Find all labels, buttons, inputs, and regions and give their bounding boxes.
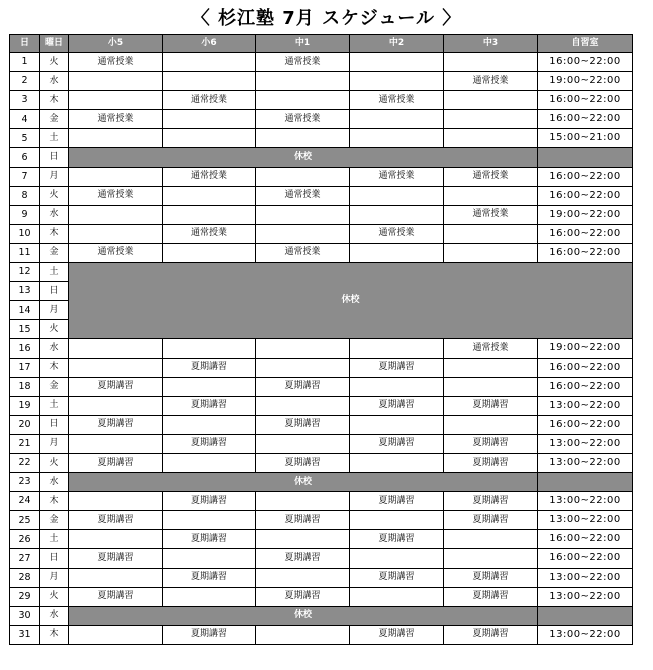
class-cell <box>444 224 538 243</box>
class-cell <box>69 492 163 511</box>
class-cell: 夏期講習 <box>350 358 444 377</box>
study-room-time: 16:00~22:00 <box>538 530 633 549</box>
day-cell: 17 <box>10 358 40 377</box>
class-cell <box>69 205 163 224</box>
class-cell <box>69 396 163 415</box>
class-cell: 通常授業 <box>69 53 163 72</box>
class-cell <box>69 434 163 453</box>
study-room-time: 13:00~22:00 <box>538 568 633 587</box>
class-cell <box>163 549 256 568</box>
class-cell <box>163 339 256 358</box>
weekday-cell: 木 <box>40 492 69 511</box>
closed-cell: 休校 <box>69 606 538 625</box>
day-cell: 13 <box>10 282 40 301</box>
class-cell: 夏期講習 <box>444 625 538 644</box>
day-cell: 26 <box>10 530 40 549</box>
class-cell <box>350 511 444 530</box>
class-cell <box>444 91 538 110</box>
class-cell <box>69 224 163 243</box>
closed-study-room-cell <box>538 606 633 625</box>
class-cell: 夏期講習 <box>163 396 256 415</box>
class-cell <box>163 587 256 606</box>
study-room-time: 16:00~22:00 <box>538 358 633 377</box>
weekday-cell: 水 <box>40 473 69 492</box>
column-header: 日 <box>10 35 40 53</box>
class-cell <box>350 53 444 72</box>
class-cell <box>163 186 256 205</box>
table-row <box>10 110 633 129</box>
class-cell: 夏期講習 <box>69 587 163 606</box>
column-header: 小6 <box>163 35 256 53</box>
day-cell: 6 <box>10 148 40 167</box>
weekday-cell: 金 <box>40 110 69 129</box>
table-row <box>10 243 633 262</box>
table-row <box>10 568 633 587</box>
class-cell <box>444 415 538 434</box>
class-cell: 夏期講習 <box>350 434 444 453</box>
class-cell: 夏期講習 <box>256 415 350 434</box>
class-cell: 通常授業 <box>350 167 444 186</box>
weekday-cell: 月 <box>40 434 69 453</box>
day-cell: 22 <box>10 453 40 472</box>
table-row <box>10 148 633 167</box>
class-cell <box>444 358 538 377</box>
class-cell: 夏期講習 <box>256 511 350 530</box>
day-cell: 10 <box>10 224 40 243</box>
table-row <box>10 186 633 205</box>
table-row <box>10 530 633 549</box>
column-header: 中3 <box>444 35 538 53</box>
class-cell: 夏期講習 <box>444 434 538 453</box>
class-cell: 夏期講習 <box>350 568 444 587</box>
class-cell <box>256 358 350 377</box>
day-cell: 31 <box>10 625 40 644</box>
day-cell: 21 <box>10 434 40 453</box>
class-cell <box>163 205 256 224</box>
class-cell: 夏期講習 <box>444 587 538 606</box>
class-cell <box>444 129 538 148</box>
table-row <box>10 473 633 492</box>
study-room-time: 16:00~22:00 <box>538 415 633 434</box>
class-cell: 通常授業 <box>256 110 350 129</box>
table-row <box>10 129 633 148</box>
study-room-time: 16:00~22:00 <box>538 91 633 110</box>
day-cell: 9 <box>10 205 40 224</box>
class-cell <box>256 396 350 415</box>
class-cell <box>163 129 256 148</box>
closed-study-room-cell <box>538 473 633 492</box>
class-cell <box>350 377 444 396</box>
weekday-cell: 金 <box>40 243 69 262</box>
day-cell: 7 <box>10 167 40 186</box>
study-room-time: 15:00~21:00 <box>538 129 633 148</box>
class-cell: 夏期講習 <box>444 568 538 587</box>
class-cell <box>163 415 256 434</box>
class-cell <box>444 549 538 568</box>
class-cell <box>163 377 256 396</box>
weekday-cell: 金 <box>40 377 69 396</box>
class-cell: 夏期講習 <box>256 453 350 472</box>
weekday-cell: 木 <box>40 358 69 377</box>
day-cell: 20 <box>10 415 40 434</box>
class-cell <box>350 587 444 606</box>
table-row <box>10 205 633 224</box>
table-row <box>10 53 633 72</box>
column-header: 曜日 <box>40 35 69 53</box>
class-cell <box>69 72 163 91</box>
weekday-cell: 月 <box>40 568 69 587</box>
class-cell <box>256 625 350 644</box>
weekday-cell: 木 <box>40 224 69 243</box>
table-row <box>10 492 633 511</box>
class-cell <box>69 358 163 377</box>
day-cell: 5 <box>10 129 40 148</box>
class-cell <box>163 53 256 72</box>
class-cell: 夏期講習 <box>444 511 538 530</box>
class-cell: 夏期講習 <box>444 492 538 511</box>
table-row <box>10 587 633 606</box>
class-cell: 夏期講習 <box>163 568 256 587</box>
class-cell: 夏期講習 <box>163 492 256 511</box>
class-cell <box>256 91 350 110</box>
day-cell: 24 <box>10 492 40 511</box>
study-room-time: 19:00~22:00 <box>538 339 633 358</box>
study-room-time: 13:00~22:00 <box>538 492 633 511</box>
study-room-time: 13:00~22:00 <box>538 587 633 606</box>
class-cell: 通常授業 <box>444 205 538 224</box>
weekday-cell: 金 <box>40 511 69 530</box>
class-cell <box>350 243 444 262</box>
weekday-cell: 水 <box>40 72 69 91</box>
class-cell <box>69 530 163 549</box>
day-cell: 18 <box>10 377 40 396</box>
study-room-time: 19:00~22:00 <box>538 72 633 91</box>
class-cell <box>444 530 538 549</box>
header-row <box>10 35 633 53</box>
day-cell: 4 <box>10 110 40 129</box>
class-cell: 通常授業 <box>69 186 163 205</box>
class-cell: 通常授業 <box>444 167 538 186</box>
table-row <box>10 377 633 396</box>
column-header: 中1 <box>256 35 350 53</box>
class-cell <box>256 568 350 587</box>
class-cell: 夏期講習 <box>69 453 163 472</box>
day-cell: 27 <box>10 549 40 568</box>
day-cell: 3 <box>10 91 40 110</box>
class-cell: 通常授業 <box>444 72 538 91</box>
day-cell: 14 <box>10 301 40 320</box>
class-cell <box>350 205 444 224</box>
table-row <box>10 339 633 358</box>
schedule-table <box>9 34 633 645</box>
class-cell: 通常授業 <box>163 167 256 186</box>
weekday-cell: 土 <box>40 129 69 148</box>
class-cell <box>444 53 538 72</box>
class-cell <box>350 129 444 148</box>
weekday-cell: 日 <box>40 415 69 434</box>
class-cell <box>350 549 444 568</box>
class-cell: 夏期講習 <box>163 625 256 644</box>
table-row <box>10 72 633 91</box>
closed-block-cell: 休校 <box>69 263 633 339</box>
class-cell <box>69 339 163 358</box>
class-cell: 通常授業 <box>163 224 256 243</box>
table-row <box>10 453 633 472</box>
table-row <box>10 358 633 377</box>
class-cell <box>256 205 350 224</box>
class-cell: 夏期講習 <box>350 396 444 415</box>
class-cell <box>444 243 538 262</box>
weekday-cell: 水 <box>40 606 69 625</box>
class-cell <box>444 186 538 205</box>
class-cell: 夏期講習 <box>69 415 163 434</box>
table-row <box>10 224 633 243</box>
class-cell <box>256 434 350 453</box>
day-cell: 8 <box>10 186 40 205</box>
class-cell <box>256 129 350 148</box>
closed-cell: 休校 <box>69 473 538 492</box>
table-row <box>10 511 633 530</box>
weekday-cell: 日 <box>40 549 69 568</box>
class-cell: 通常授業 <box>350 224 444 243</box>
column-header: 中2 <box>350 35 444 53</box>
page-title: 〈 杉江塾 7月 スケジュール 〉 <box>191 8 462 29</box>
class-cell: 夏期講習 <box>256 587 350 606</box>
class-cell <box>256 492 350 511</box>
day-cell: 11 <box>10 243 40 262</box>
weekday-cell: 火 <box>40 587 69 606</box>
class-cell: 通常授業 <box>350 91 444 110</box>
class-cell: 夏期講習 <box>69 549 163 568</box>
class-cell <box>350 186 444 205</box>
study-room-time: 19:00~22:00 <box>538 205 633 224</box>
class-cell: 通常授業 <box>256 53 350 72</box>
class-cell: 夏期講習 <box>163 358 256 377</box>
closed-cell: 休校 <box>69 148 538 167</box>
class-cell: 通常授業 <box>69 243 163 262</box>
weekday-cell: 水 <box>40 339 69 358</box>
day-cell: 23 <box>10 473 40 492</box>
class-cell <box>256 530 350 549</box>
class-cell <box>163 243 256 262</box>
weekday-cell: 木 <box>40 91 69 110</box>
weekday-cell: 水 <box>40 205 69 224</box>
weekday-cell: 土 <box>40 396 69 415</box>
class-cell <box>350 110 444 129</box>
weekday-cell: 土 <box>40 530 69 549</box>
class-cell <box>350 72 444 91</box>
class-cell: 夏期講習 <box>256 377 350 396</box>
table-row <box>10 625 633 644</box>
study-room-time: 16:00~22:00 <box>538 377 633 396</box>
day-cell: 12 <box>10 263 40 282</box>
class-cell: 通常授業 <box>69 110 163 129</box>
class-cell <box>163 72 256 91</box>
day-cell: 25 <box>10 511 40 530</box>
day-cell: 19 <box>10 396 40 415</box>
class-cell <box>444 377 538 396</box>
day-cell: 16 <box>10 339 40 358</box>
weekday-cell: 火 <box>40 453 69 472</box>
day-cell: 29 <box>10 587 40 606</box>
class-cell <box>350 415 444 434</box>
class-cell: 夏期講習 <box>350 492 444 511</box>
weekday-cell: 火 <box>40 320 69 339</box>
study-room-time: 13:00~22:00 <box>538 396 633 415</box>
weekday-cell: 月 <box>40 301 69 320</box>
class-cell: 夏期講習 <box>163 434 256 453</box>
weekday-cell: 日 <box>40 148 69 167</box>
table-row <box>10 549 633 568</box>
class-cell <box>69 129 163 148</box>
class-cell <box>163 511 256 530</box>
weekday-cell: 火 <box>40 186 69 205</box>
table-row <box>10 606 633 625</box>
closed-study-room-cell <box>538 148 633 167</box>
class-cell: 夏期講習 <box>444 453 538 472</box>
class-cell: 夏期講習 <box>69 377 163 396</box>
class-cell <box>256 339 350 358</box>
class-cell: 通常授業 <box>256 243 350 262</box>
class-cell <box>69 167 163 186</box>
class-cell: 夏期講習 <box>256 549 350 568</box>
class-cell <box>69 568 163 587</box>
class-cell <box>69 91 163 110</box>
class-cell <box>444 110 538 129</box>
table-row <box>10 434 633 453</box>
class-cell <box>256 167 350 186</box>
day-cell: 2 <box>10 72 40 91</box>
study-room-time: 16:00~22:00 <box>538 243 633 262</box>
class-cell: 通常授業 <box>256 186 350 205</box>
weekday-cell: 日 <box>40 282 69 301</box>
class-cell <box>350 453 444 472</box>
class-cell: 夏期講習 <box>350 625 444 644</box>
weekday-cell: 火 <box>40 53 69 72</box>
day-cell: 28 <box>10 568 40 587</box>
study-room-time: 16:00~22:00 <box>538 110 633 129</box>
class-cell <box>163 453 256 472</box>
study-room-time: 16:00~22:00 <box>538 224 633 243</box>
study-room-time: 13:00~22:00 <box>538 625 633 644</box>
column-header: 自習室 <box>538 35 633 53</box>
class-cell <box>69 625 163 644</box>
class-cell: 夏期講習 <box>69 511 163 530</box>
table-row <box>10 396 633 415</box>
study-room-time: 13:00~22:00 <box>538 511 633 530</box>
table-row <box>10 91 633 110</box>
day-cell: 1 <box>10 53 40 72</box>
class-cell <box>256 224 350 243</box>
class-cell <box>350 339 444 358</box>
class-cell: 通常授業 <box>163 91 256 110</box>
table-row <box>10 415 633 434</box>
day-cell: 30 <box>10 606 40 625</box>
column-header: 小5 <box>69 35 163 53</box>
study-room-time: 13:00~22:00 <box>538 434 633 453</box>
class-cell: 夏期講習 <box>163 530 256 549</box>
study-room-time: 16:00~22:00 <box>538 549 633 568</box>
day-cell: 15 <box>10 320 40 339</box>
weekday-cell: 土 <box>40 263 69 282</box>
table-row <box>10 263 633 282</box>
schedule-body <box>10 53 633 645</box>
class-cell: 通常授業 <box>444 339 538 358</box>
study-room-time: 16:00~22:00 <box>538 167 633 186</box>
study-room-time: 13:00~22:00 <box>538 453 633 472</box>
weekday-cell: 木 <box>40 625 69 644</box>
class-cell: 夏期講習 <box>350 530 444 549</box>
table-row <box>10 167 633 186</box>
weekday-cell: 月 <box>40 167 69 186</box>
class-cell <box>163 110 256 129</box>
class-cell: 夏期講習 <box>444 396 538 415</box>
study-room-time: 16:00~22:00 <box>538 186 633 205</box>
study-room-time: 16:00~22:00 <box>538 53 633 72</box>
class-cell <box>256 72 350 91</box>
